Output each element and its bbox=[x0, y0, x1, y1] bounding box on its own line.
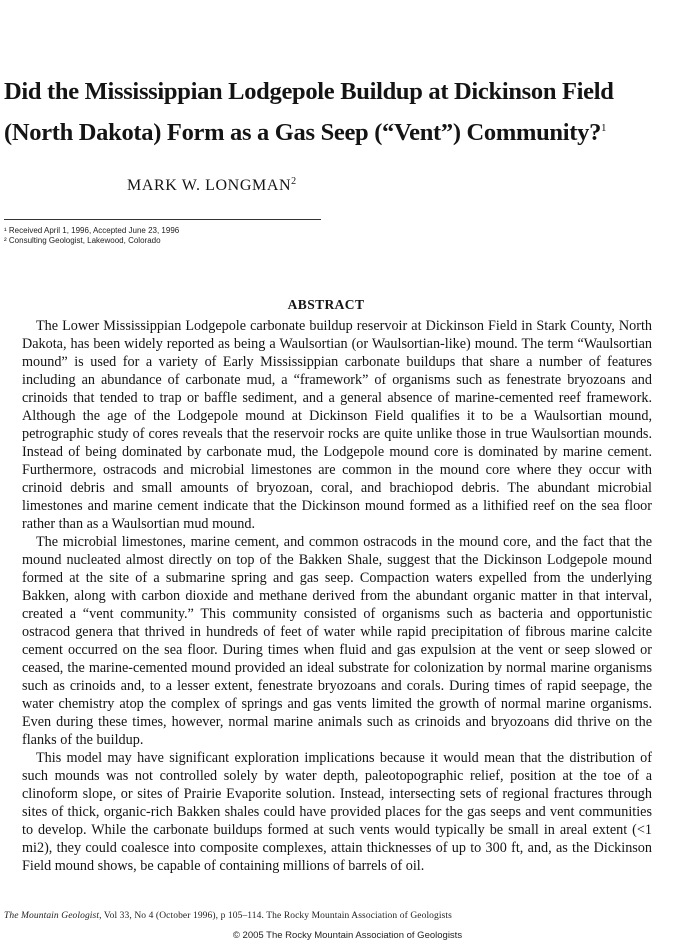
journal-citation bbox=[4, 911, 452, 921]
abstract-paragraph-2: The microbial limestones, marine cement, and common ostracods in the mound core, and the fact that the mound nucleated almost directly on top of the Bakken Shale, suggest that the Dickinson Lodgepole mound formed at the site of a submarine spring and gas seep. Compaction waters expelled from the underlying Bakken, along with carbon dioxide and methane derived from the abundant organic matter in that interval, created a “vent community.” This community consisted of organisms such as bacteria and opportunistic ostracod genera that thrived in hundreds of feet of water while rapid precipitation of fibrous marine calcite cement occurred on the sea floor. During times when fluid and gas expulsion at the vent or seep slowed or ceased, the marine-cemented mound provided an ideal substrate for colonization by normal marine organisms such as crinoids and, to a lesser extent, fenestrate bryozoans and corals. During times of rapid seepage, the water chemistry atop the complex of springs and gas vents limited the growth of normal marine organisms. Even during these times, however, normal marine animals such as crinoids and bryozoans did thrive on the flanks of the buildup. bbox=[22, 534, 652, 748]
abstract-heading: ABSTRACT bbox=[287, 297, 365, 312]
footnote-divider bbox=[4, 219, 321, 220]
author-footnote-marker: 2 bbox=[291, 176, 297, 187]
journal-name: The Mountain Geologist bbox=[4, 911, 100, 921]
abstract-body bbox=[22, 317, 652, 875]
title-footnote-marker: 1 bbox=[601, 122, 607, 134]
abstract-paragraph-3: This model may have significant exploration implications because it would mean that the distribution of such mounds was not controlled solely by water depth, paleotopographic relief, position at the toe of a clinoform slope, or sites of Prairie Evaporite solution. Instead, intersecting sets of regional fractures through sites of thick, organic-rich Bakken shales could have provided places for the gas seeps and vent communities to develop. While the carbonate buildups formed at such vents would typically be small in areal extent (<1 mi2), they could coalesce into composite complexes, attain thicknesses of up to 300 ft, and, as the Dickinson Field mound shows, be capable of containing millions of barrels of oil. bbox=[22, 750, 652, 874]
author bbox=[127, 176, 297, 195]
footnote-received: ¹ Received April 1, 1996, Accepted June 23, 1996 bbox=[4, 226, 180, 235]
author-name: MARK W. LONGMAN bbox=[127, 177, 292, 194]
article-title-text: Did the Mississippian Lodgepole Buildup at Dickinson Field (North Dakota) Form as a Gas Seep (“Vent”) Community? bbox=[4, 78, 614, 146]
footnote-affiliation: ² Consulting Geologist, Lakewood, Colorado bbox=[4, 236, 161, 245]
article-title bbox=[4, 74, 684, 151]
abstract-paragraph-1: The Lower Mississippian Lodgepole carbonate buildup reservoir at Dickinson Field in Stark County, North Dakota, has been widely reported as being a Waulsortian (or Waulsortian-like) mound. The term “Waulsortian mound” is used for a variety of Early Mississippian carbonate buildups that share a number of features including an abundance of carbonate mud, a “framework” of organisms such as fenestrate bryozoans and crinoids that tended to trap or baffle sediment, and a general absence of marine-cemented reef framework. Although the age of the Lodgepole mound at Dickinson Field qualifies it to be a Waulsortian mound, petrographic study of cores reveals that the reservoir rocks are quite unlike those in true Waulsortian mounds. Instead of being dominated by carbonate mud, the Lodgepole mound core is dominated by marine cement. Furthermore, ostracods and microbial limestones are common in the mound core where they occur with crinoid debris and small amounts of bryozoan, coral, and brachiopod debris. The abundant microbial limestones and marine cement indicate that the Dickinson mound formed as a lithified reef on the sea floor rather than as a Waulsortian mud mound. bbox=[22, 318, 652, 532]
copyright-notice: © 2005 The Rocky Mountain Association of Geologists bbox=[232, 930, 463, 941]
citation-details: , Vol 33, No 4 (October 1996), p 105–114. The Rocky Mountain Association of Geologists bbox=[99, 911, 452, 921]
